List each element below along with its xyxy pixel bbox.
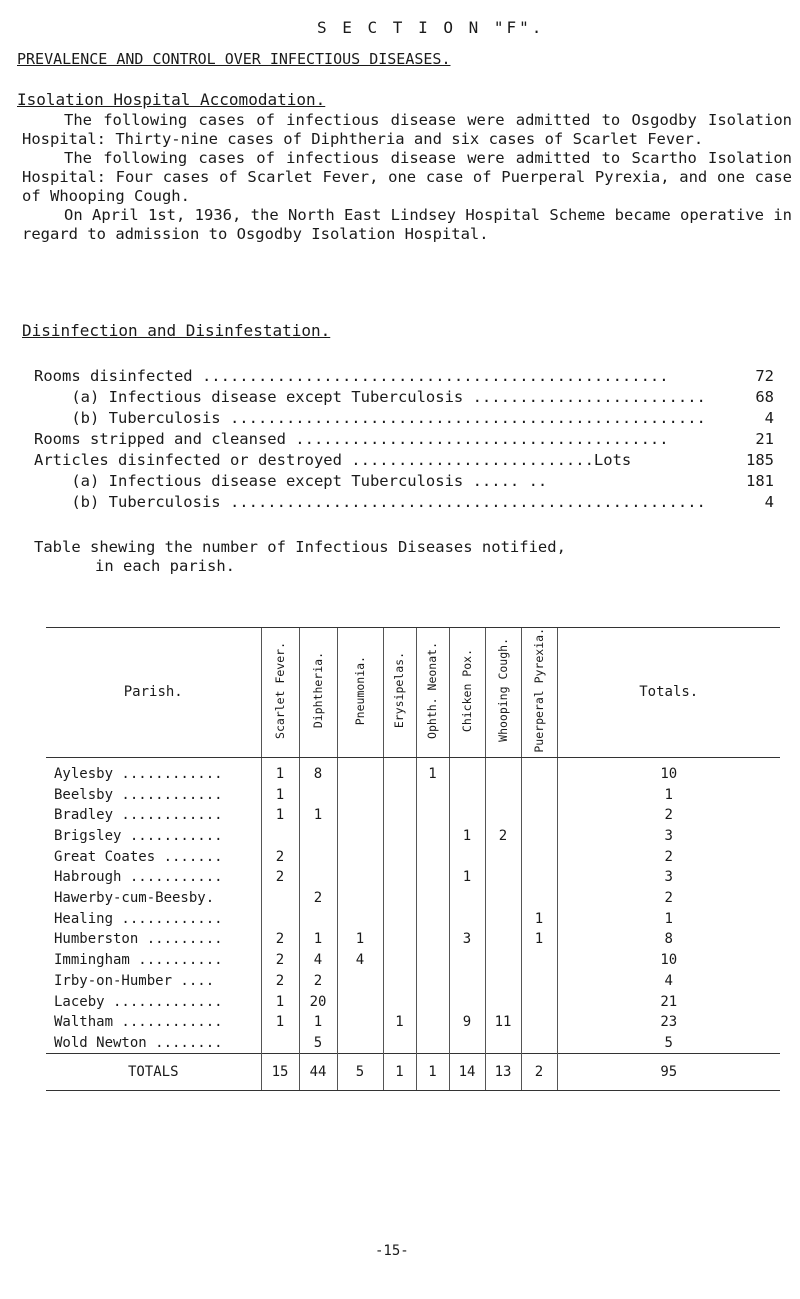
count-cell: 2 bbox=[485, 826, 521, 847]
count-cell: 2 bbox=[557, 888, 780, 909]
table-row bbox=[46, 805, 780, 826]
count-cell bbox=[383, 757, 416, 784]
table-header-row bbox=[46, 628, 780, 758]
count-cell: 1 bbox=[261, 805, 299, 826]
count-cell: 8 bbox=[299, 757, 337, 784]
parish-cell: Great Coates ....... bbox=[54, 848, 223, 865]
count-cell bbox=[521, 805, 557, 826]
parish-cell: Beelsby ............ bbox=[54, 786, 223, 803]
count-cell bbox=[383, 929, 416, 950]
total-cell: 95 bbox=[557, 1054, 780, 1091]
count-cell bbox=[299, 867, 337, 888]
count-cell: 2 bbox=[261, 929, 299, 950]
table-row bbox=[46, 971, 780, 992]
table-row bbox=[46, 991, 780, 1012]
count-cell bbox=[449, 991, 485, 1012]
column-header: Puerperal Pyrexia. bbox=[521, 628, 557, 758]
count-cell bbox=[521, 991, 557, 1012]
total-cell: 14 bbox=[449, 1054, 485, 1091]
row-value: 4 bbox=[764, 493, 774, 511]
isolation-para-3: On April 1st, 1936, the North East Lindsey Hospital Scheme became operative in regard to admission to Osgodby Isolation Hospital. bbox=[22, 206, 792, 243]
count-cell: 5 bbox=[299, 1033, 337, 1054]
total-cell: 1 bbox=[383, 1054, 416, 1091]
count-cell: 2 bbox=[261, 867, 299, 888]
count-cell bbox=[521, 867, 557, 888]
count-cell bbox=[337, 1012, 383, 1033]
count-cell bbox=[449, 757, 485, 784]
count-cell: 1 bbox=[299, 929, 337, 950]
count-cell: 2 bbox=[261, 971, 299, 992]
count-cell: 5 bbox=[557, 1033, 780, 1054]
count-cell bbox=[485, 867, 521, 888]
count-cell bbox=[485, 784, 521, 805]
count-cell bbox=[383, 805, 416, 826]
count-cell: 1 bbox=[557, 908, 780, 929]
count-cell: 23 bbox=[557, 1012, 780, 1033]
count-cell: 21 bbox=[557, 991, 780, 1012]
row-value: 185 bbox=[746, 451, 774, 469]
count-cell bbox=[416, 950, 449, 971]
count-cell bbox=[383, 826, 416, 847]
count-cell bbox=[416, 888, 449, 909]
count-cell bbox=[449, 971, 485, 992]
count-cell bbox=[261, 826, 299, 847]
total-cell: 13 bbox=[485, 1054, 521, 1091]
count-cell bbox=[521, 784, 557, 805]
count-cell: 4 bbox=[337, 950, 383, 971]
count-cell bbox=[337, 888, 383, 909]
disinfection-row bbox=[34, 493, 774, 511]
table-row bbox=[46, 1033, 780, 1054]
disinfection-row bbox=[34, 451, 774, 469]
count-cell: 1 bbox=[261, 1012, 299, 1033]
count-cell: 1 bbox=[261, 991, 299, 1012]
isolation-para-2: The following cases of infectious disease were admitted to Scartho Isolation Hospital: Four cases of Scarlet Fever, one case of Puerperal Pyrexia, and one case of Whooping Cough. bbox=[22, 149, 792, 205]
count-cell bbox=[383, 888, 416, 909]
count-cell: 1 bbox=[383, 1012, 416, 1033]
count-cell bbox=[416, 1033, 449, 1054]
count-cell: 1 bbox=[261, 757, 299, 784]
count-cell: 1 bbox=[261, 784, 299, 805]
count-cell bbox=[383, 867, 416, 888]
count-cell bbox=[416, 826, 449, 847]
count-cell: 1 bbox=[521, 929, 557, 950]
row-label: (a) Infectious disease except Tuberculosis ......................... bbox=[34, 388, 706, 406]
count-cell bbox=[449, 950, 485, 971]
count-cell: 1 bbox=[337, 929, 383, 950]
count-cell bbox=[383, 908, 416, 929]
count-cell bbox=[521, 757, 557, 784]
count-cell: 1 bbox=[521, 908, 557, 929]
count-cell: 2 bbox=[557, 805, 780, 826]
count-cell bbox=[299, 908, 337, 929]
count-cell bbox=[521, 1033, 557, 1054]
count-cell bbox=[485, 805, 521, 826]
count-cell bbox=[261, 1033, 299, 1054]
row-value: 21 bbox=[755, 430, 774, 448]
column-header: Scarlet Fever. bbox=[261, 628, 299, 758]
count-cell: 1 bbox=[416, 757, 449, 784]
disinfection-row bbox=[34, 367, 774, 385]
row-label: Articles disinfected or destroyed ..........................Lots bbox=[34, 451, 632, 469]
section-heading: S E C T I O N "F". bbox=[317, 18, 545, 37]
count-cell bbox=[521, 971, 557, 992]
section-subtitle: PREVALENCE AND CONTROL OVER INFECTIOUS DISEASES. bbox=[17, 50, 451, 68]
count-cell bbox=[521, 826, 557, 847]
count-cell bbox=[299, 846, 337, 867]
parish-cell: Wold Newton ........ bbox=[54, 1034, 223, 1051]
parish-cell: Habrough ........... bbox=[54, 869, 223, 886]
count-cell bbox=[383, 1033, 416, 1054]
column-header: Chicken Pox. bbox=[449, 628, 485, 758]
count-cell bbox=[416, 846, 449, 867]
count-cell bbox=[449, 784, 485, 805]
column-header: Diphtheria. bbox=[299, 628, 337, 758]
count-cell bbox=[416, 971, 449, 992]
column-header: Pneumonia. bbox=[337, 628, 383, 758]
row-label: (b) Tuberculosis ................................................... bbox=[34, 409, 706, 427]
count-cell bbox=[337, 991, 383, 1012]
count-cell bbox=[383, 991, 416, 1012]
count-cell bbox=[416, 991, 449, 1012]
count-cell: 11 bbox=[485, 1012, 521, 1033]
totals-row bbox=[46, 1054, 780, 1091]
column-header: Erysipelas. bbox=[383, 628, 416, 758]
row-value: 72 bbox=[755, 367, 774, 385]
count-cell bbox=[416, 784, 449, 805]
count-cell bbox=[337, 805, 383, 826]
totals-label: TOTALS bbox=[46, 1054, 261, 1091]
count-cell bbox=[485, 971, 521, 992]
count-cell: 3 bbox=[557, 867, 780, 888]
count-cell bbox=[416, 929, 449, 950]
table-caption-line2: in each parish. bbox=[95, 557, 235, 575]
count-cell bbox=[337, 826, 383, 847]
count-cell: 1 bbox=[449, 826, 485, 847]
count-cell: 4 bbox=[299, 950, 337, 971]
table-row bbox=[46, 888, 780, 909]
column-header: Totals. bbox=[557, 628, 780, 758]
parish-cell: Hawerby-cum-Beesby. bbox=[54, 890, 215, 907]
count-cell bbox=[485, 908, 521, 929]
disinfection-row bbox=[34, 409, 774, 427]
table-row bbox=[46, 929, 780, 950]
count-cell: 3 bbox=[557, 826, 780, 847]
parish-cell: Brigsley ........... bbox=[54, 828, 223, 845]
total-cell: 5 bbox=[337, 1054, 383, 1091]
parish-cell: Healing ............ bbox=[54, 910, 223, 927]
count-cell bbox=[521, 1012, 557, 1033]
row-label: Rooms stripped and cleansed ........................................ bbox=[34, 430, 669, 448]
count-cell bbox=[261, 888, 299, 909]
disinfection-row bbox=[34, 472, 774, 490]
count-cell bbox=[383, 846, 416, 867]
column-header: Parish. bbox=[46, 628, 261, 758]
count-cell: 10 bbox=[557, 950, 780, 971]
table-row bbox=[46, 826, 780, 847]
row-label: (a) Infectious disease except Tuberculosis ..... .. bbox=[34, 472, 548, 490]
total-cell: 2 bbox=[521, 1054, 557, 1091]
count-cell bbox=[383, 950, 416, 971]
parish-cell: Bradley ............ bbox=[54, 807, 223, 824]
count-cell bbox=[337, 784, 383, 805]
count-cell bbox=[337, 846, 383, 867]
count-cell bbox=[299, 784, 337, 805]
isolation-paragraphs bbox=[22, 111, 792, 244]
count-cell bbox=[337, 867, 383, 888]
count-cell: 3 bbox=[449, 929, 485, 950]
count-cell bbox=[485, 991, 521, 1012]
count-cell bbox=[449, 805, 485, 826]
count-cell bbox=[449, 1033, 485, 1054]
count-cell bbox=[383, 784, 416, 805]
table-row bbox=[46, 908, 780, 929]
count-cell: 1 bbox=[299, 1012, 337, 1033]
row-value: 4 bbox=[764, 409, 774, 427]
count-cell bbox=[485, 888, 521, 909]
count-cell: 2 bbox=[261, 846, 299, 867]
disinfection-title: Disinfection and Disinfestation. bbox=[22, 321, 331, 340]
count-cell bbox=[449, 888, 485, 909]
count-cell bbox=[416, 867, 449, 888]
count-cell bbox=[337, 908, 383, 929]
count-cell: 1 bbox=[299, 805, 337, 826]
table-row bbox=[46, 846, 780, 867]
count-cell bbox=[416, 1012, 449, 1033]
column-header: Ophth. Neonat. bbox=[416, 628, 449, 758]
isolation-para-1: The following cases of infectious disease were admitted to Osgodby Isolation Hospital: Thirty-nine cases of Diphtheria and six cases of Scarlet Fever. bbox=[22, 111, 792, 148]
parish-cell: Irby-on-Humber .... bbox=[54, 972, 215, 989]
count-cell bbox=[449, 908, 485, 929]
count-cell bbox=[416, 908, 449, 929]
count-cell bbox=[337, 971, 383, 992]
count-cell: 2 bbox=[557, 846, 780, 867]
parish-cell: Aylesby ............ bbox=[54, 765, 223, 782]
count-cell: 2 bbox=[299, 971, 337, 992]
count-cell bbox=[521, 888, 557, 909]
count-cell: 1 bbox=[557, 784, 780, 805]
count-cell bbox=[416, 805, 449, 826]
count-cell bbox=[485, 757, 521, 784]
row-value: 68 bbox=[755, 388, 774, 406]
table-caption: Table shewing the number of Infectious Diseases notified, bbox=[34, 538, 566, 556]
count-cell: 8 bbox=[557, 929, 780, 950]
table-row bbox=[46, 757, 780, 784]
count-cell: 10 bbox=[557, 757, 780, 784]
table-row bbox=[46, 1012, 780, 1033]
isolation-title: Isolation Hospital Accomodation. bbox=[17, 90, 326, 109]
count-cell bbox=[485, 950, 521, 971]
table-row bbox=[46, 950, 780, 971]
count-cell bbox=[337, 1033, 383, 1054]
count-cell bbox=[485, 1033, 521, 1054]
disinfection-row bbox=[34, 388, 774, 406]
table-row bbox=[46, 784, 780, 805]
total-cell: 15 bbox=[261, 1054, 299, 1091]
parish-cell: Laceby ............. bbox=[54, 993, 223, 1010]
page-number: -15- bbox=[375, 1243, 409, 1259]
table-row bbox=[46, 867, 780, 888]
disinfection-row bbox=[34, 430, 774, 448]
count-cell: 9 bbox=[449, 1012, 485, 1033]
count-cell: 1 bbox=[449, 867, 485, 888]
count-cell bbox=[449, 846, 485, 867]
count-cell bbox=[261, 908, 299, 929]
parish-cell: Immingham .......... bbox=[54, 952, 223, 969]
count-cell bbox=[521, 950, 557, 971]
diseases-table bbox=[46, 627, 780, 1091]
parish-cell: Humberston ......... bbox=[54, 931, 223, 948]
row-value: 181 bbox=[746, 472, 774, 490]
count-cell bbox=[485, 929, 521, 950]
count-cell: 4 bbox=[557, 971, 780, 992]
row-label: (b) Tuberculosis ................................................... bbox=[34, 493, 706, 511]
total-cell: 1 bbox=[416, 1054, 449, 1091]
total-cell: 44 bbox=[299, 1054, 337, 1091]
count-cell bbox=[337, 757, 383, 784]
count-cell bbox=[485, 846, 521, 867]
count-cell bbox=[521, 846, 557, 867]
column-header: Whooping Cough. bbox=[485, 628, 521, 758]
row-label: Rooms disinfected .................................................. bbox=[34, 367, 669, 385]
count-cell bbox=[383, 971, 416, 992]
count-cell bbox=[299, 826, 337, 847]
count-cell: 2 bbox=[299, 888, 337, 909]
count-cell: 2 bbox=[261, 950, 299, 971]
parish-cell: Waltham ............ bbox=[54, 1014, 223, 1031]
count-cell: 20 bbox=[299, 991, 337, 1012]
